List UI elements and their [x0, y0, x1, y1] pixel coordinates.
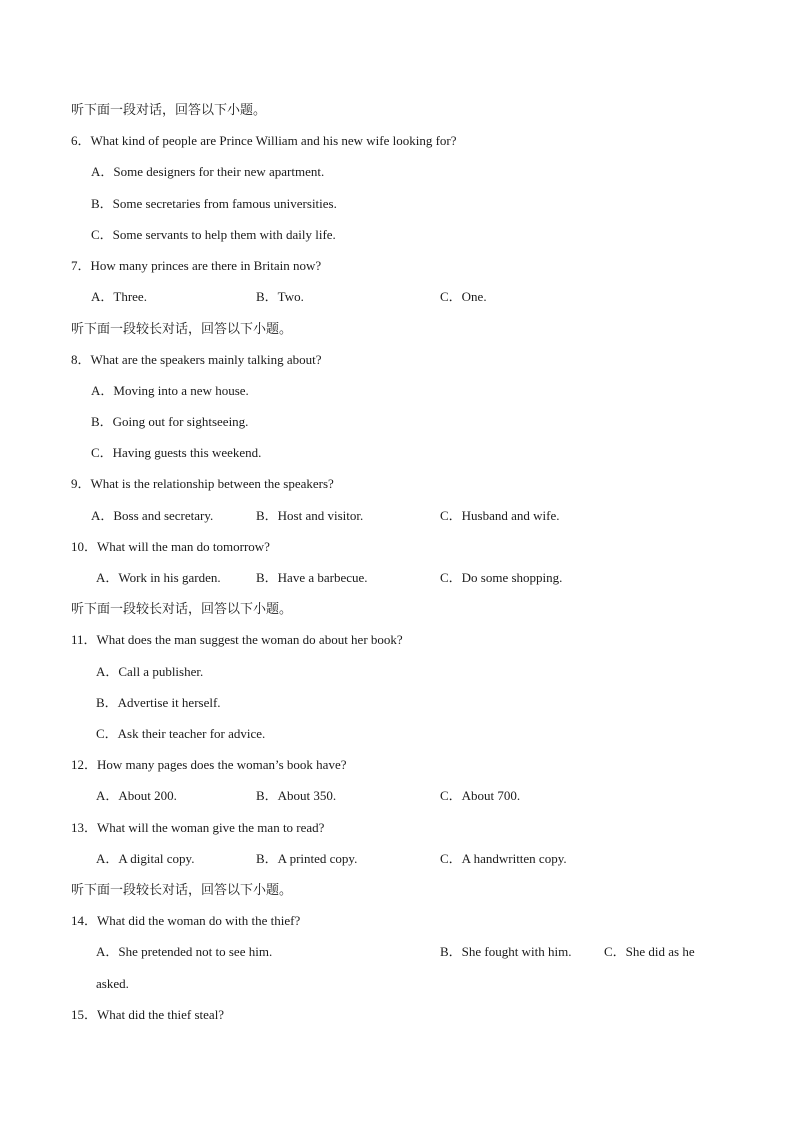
question-number: 9．: [71, 476, 91, 491]
option-6b: [91, 196, 337, 212]
question-number: 7．: [71, 258, 91, 273]
option-letter: C．: [440, 851, 462, 866]
option-8a: [91, 383, 249, 399]
option-letter: C．: [440, 289, 462, 304]
question-10: [71, 539, 270, 555]
option-text: She did as he: [625, 944, 695, 959]
option-8c: [91, 445, 261, 461]
question-number: 13．: [71, 820, 98, 835]
option-text: A printed copy.: [277, 851, 358, 866]
question-text: What will the woman give the man to read?: [97, 820, 325, 835]
option-letter: B．: [91, 414, 113, 429]
option-text: Having guests this weekend.: [112, 445, 262, 460]
option-14c: [604, 944, 695, 960]
option-text: Call a publisher.: [118, 664, 204, 679]
option-text: A handwritten copy.: [461, 851, 567, 866]
option-letter: A．: [91, 383, 114, 398]
option-letter: A．: [91, 508, 114, 523]
option-letter: C．: [91, 227, 113, 242]
option-text: Do some shopping.: [461, 570, 563, 585]
question-text: How many pages does the woman’s book have?: [97, 757, 347, 772]
option-text: Some servants to help them with daily life.: [112, 227, 336, 242]
option-text: Some designers for their new apartment.: [113, 164, 325, 179]
question-number: 15．: [71, 1007, 98, 1022]
option-letter: A．: [91, 164, 114, 179]
question-text: What will the man do tomorrow?: [97, 539, 270, 554]
option-text: Three.: [113, 289, 147, 304]
option-letter: B．: [256, 851, 278, 866]
option-text: Work in his garden.: [118, 570, 221, 585]
option-text: About 200.: [118, 788, 177, 803]
option-9a: [91, 508, 213, 524]
section-heading: 听下面一段较长对话，回答以下小题。: [71, 601, 293, 616]
question-number: 14．: [71, 913, 98, 928]
question-9: [71, 476, 334, 492]
option-text: Moving into a new house.: [113, 383, 249, 398]
option-12b: [256, 788, 336, 804]
question-text: What kind of people are Prince William and his new wife looking for?: [90, 133, 457, 148]
question-7: [71, 258, 321, 274]
option-letter: C．: [91, 445, 113, 460]
question-number: 8．: [71, 352, 91, 367]
option-text: Some secretaries from famous universities.: [112, 196, 337, 211]
option-text: Host and visitor.: [277, 508, 364, 523]
option-8b: [91, 414, 248, 430]
option-letter: A．: [96, 664, 119, 679]
option-14a: [96, 944, 272, 960]
option-letter: A．: [96, 570, 119, 585]
question-number: 10．: [71, 539, 98, 554]
option-14b: [440, 944, 571, 960]
question-14: [71, 913, 300, 929]
option-letter: A．: [96, 944, 119, 959]
option-text: Husband and wife.: [461, 508, 560, 523]
option-letter: B．: [256, 570, 278, 585]
question-number: 12．: [71, 757, 98, 772]
option-text: Two.: [277, 289, 304, 304]
option-letter: B．: [256, 508, 278, 523]
question-text: What did the thief steal?: [97, 1007, 225, 1022]
option-11c: [96, 726, 265, 742]
option-10c: [440, 570, 562, 586]
option-letter: C．: [440, 788, 462, 803]
option-7b: [256, 289, 304, 305]
option-10a: [96, 570, 221, 586]
question-15: [71, 1007, 224, 1023]
question-13: [71, 820, 324, 836]
option-9c: [440, 508, 560, 524]
question-text: What did the woman do with the thief?: [97, 913, 301, 928]
option-letter: A．: [96, 788, 119, 803]
option-letter: A．: [96, 851, 119, 866]
option-14c-continuation: asked.: [96, 976, 129, 991]
option-letter: C．: [96, 726, 118, 741]
option-letter: C．: [440, 570, 462, 585]
option-10b: [256, 570, 368, 586]
option-6a: [91, 164, 324, 180]
option-letter: C．: [604, 944, 626, 959]
option-text: Ask their teacher for advice.: [117, 726, 266, 741]
option-11b: [96, 695, 221, 711]
question-6: [71, 133, 457, 149]
question-text: What are the speakers mainly talking about?: [90, 352, 322, 367]
option-text: Advertise it herself.: [117, 695, 221, 710]
question-number: 6．: [71, 133, 91, 148]
option-letter: B．: [256, 788, 278, 803]
option-letter: B．: [96, 695, 118, 710]
question-text: What does the man suggest the woman do about her book?: [96, 632, 403, 647]
section-heading: 听下面一段对话，回答以下小题。: [71, 102, 267, 117]
option-13c: [440, 851, 567, 867]
option-text: She pretended not to see him.: [118, 944, 273, 959]
option-text: Going out for sightseeing.: [112, 414, 249, 429]
section-heading: 听下面一段较长对话，回答以下小题。: [71, 321, 293, 336]
option-12a: [96, 788, 177, 804]
option-text: Boss and secretary.: [113, 508, 214, 523]
option-6c: [91, 227, 336, 243]
option-7a: [91, 289, 147, 305]
option-text: About 700.: [461, 788, 521, 803]
option-9b: [256, 508, 363, 524]
option-letter: B．: [91, 196, 113, 211]
option-7c: [440, 289, 487, 305]
question-number: 11．: [71, 632, 97, 647]
option-letter: B．: [440, 944, 462, 959]
question-11: [71, 632, 403, 648]
option-13a: [96, 851, 194, 867]
option-text: She fought with him.: [461, 944, 572, 959]
question-text: How many princes are there in Britain now?: [90, 258, 322, 273]
option-13b: [256, 851, 357, 867]
section-heading: 听下面一段较长对话，回答以下小题。: [71, 882, 293, 897]
option-11a: [96, 664, 203, 680]
option-text: A digital copy.: [118, 851, 195, 866]
option-letter: C．: [440, 508, 462, 523]
option-text: One.: [461, 289, 487, 304]
option-text: About 350.: [277, 788, 337, 803]
option-text: Have a barbecue.: [277, 570, 368, 585]
question-12: [71, 757, 347, 773]
question-8: [71, 352, 322, 368]
question-text: What is the relationship between the speakers?: [90, 476, 334, 491]
option-letter: A．: [91, 289, 114, 304]
option-12c: [440, 788, 520, 804]
option-letter: B．: [256, 289, 278, 304]
